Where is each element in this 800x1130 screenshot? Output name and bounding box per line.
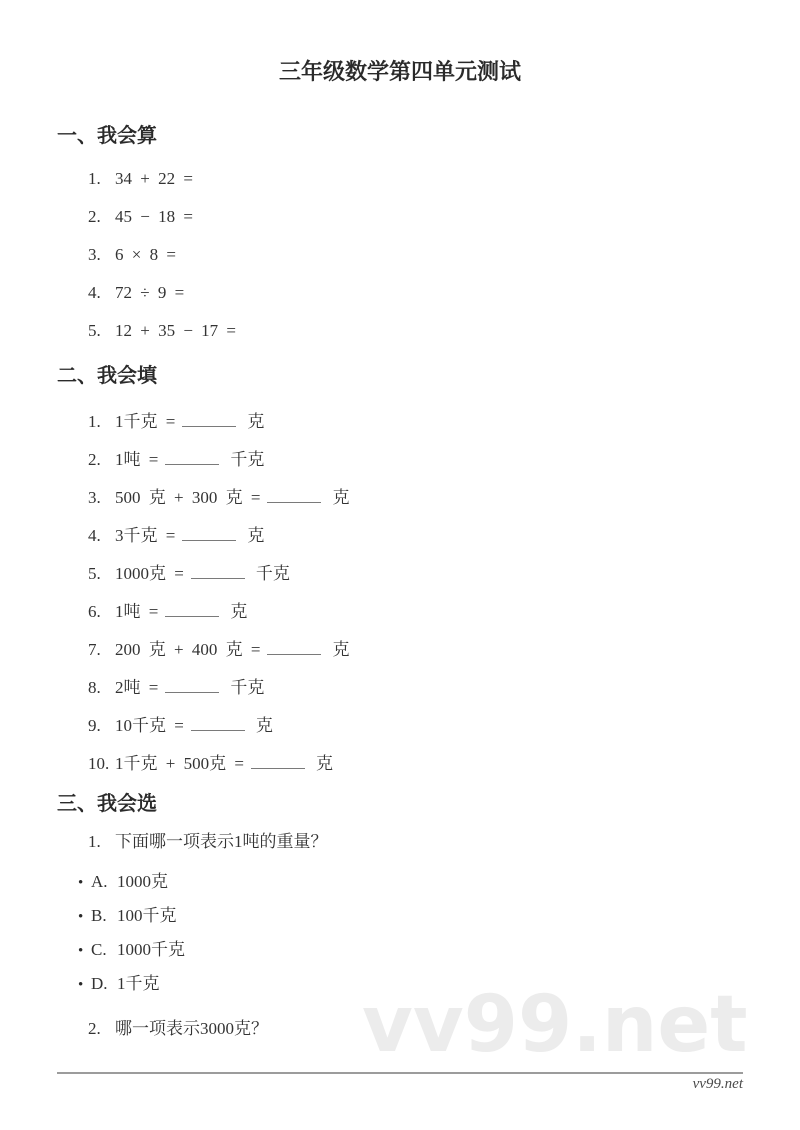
bullet-icon: • <box>78 909 84 925</box>
bullet-icon: • <box>78 943 84 959</box>
answer-blank <box>165 614 219 617</box>
section-calculate <box>57 125 743 340</box>
answer-blank <box>191 728 245 731</box>
fill-item <box>88 641 743 659</box>
unit-label: 克 <box>230 602 248 621</box>
answer-blank <box>182 424 236 427</box>
answer-blank <box>182 538 236 541</box>
unit-label: 克 <box>332 488 350 507</box>
question-number: 2. <box>88 1019 101 1038</box>
item-text <box>115 527 264 545</box>
unit-label: 千克 <box>230 678 265 697</box>
item-number: 4. <box>88 283 101 302</box>
option-label: D. <box>91 974 108 993</box>
item-number: 3. <box>88 488 101 507</box>
answer-blank <box>267 652 321 655</box>
problem-item <box>88 322 743 340</box>
option-item <box>78 941 743 960</box>
item-expression: 12 + 35 − 17 = <box>115 321 237 340</box>
question-text: 哪一项表示3000克？ <box>115 1019 268 1038</box>
item-expression: 1千克 = <box>115 412 176 431</box>
question-number: 1. <box>88 832 101 851</box>
question <box>88 1020 743 1038</box>
fill-item <box>88 451 743 469</box>
unit-label: 克 <box>255 716 273 735</box>
item-number: 9. <box>88 716 101 735</box>
item-expression: 45 − 18 = <box>115 207 193 226</box>
item-expression: 6 × 8 = <box>115 245 176 264</box>
answer-blank <box>165 690 219 693</box>
unit-label: 千克 <box>230 450 265 469</box>
item-expression: 1吨 = <box>115 450 159 469</box>
unit-label: 克 <box>247 412 265 431</box>
item-text <box>115 717 273 735</box>
problem-list <box>88 170 743 340</box>
footer-divider <box>57 1072 743 1074</box>
section-heading: 一、我会算 <box>57 125 157 147</box>
item-number: 8. <box>88 678 101 697</box>
item-number: 5. <box>88 321 101 340</box>
answer-blank <box>165 462 219 465</box>
item-expression: 2吨 = <box>115 678 159 697</box>
item-text <box>115 755 333 773</box>
item-text <box>115 489 349 507</box>
option-text: 1千克 <box>117 974 160 993</box>
section-heading: 三、我会选 <box>57 793 157 815</box>
footer-site-link[interactable]: vv99.net <box>692 1076 743 1092</box>
section-heading: 二、我会填 <box>57 365 157 387</box>
item-number: 6. <box>88 602 101 621</box>
item-expression: 1吨 = <box>115 602 159 621</box>
option-label: C. <box>91 940 107 959</box>
section-fill-in <box>57 365 743 773</box>
item-expression: 200 克 + 400 克 = <box>115 640 261 659</box>
item-text <box>115 565 290 583</box>
item-number: 1. <box>88 169 101 188</box>
section-choice <box>57 793 743 1038</box>
question-text: 下面哪一项表示1吨的重量？ <box>115 832 328 851</box>
fill-item <box>88 679 743 697</box>
answer-blank <box>251 766 305 769</box>
option-text: 1000千克 <box>117 940 185 959</box>
problem-item <box>88 246 743 264</box>
page-title: 三年级数学第四单元测试 <box>278 59 521 84</box>
item-number: 2. <box>88 450 101 469</box>
option-text: 1000克 <box>117 872 168 891</box>
problem-item <box>88 170 743 188</box>
fill-item <box>88 413 743 431</box>
answer-blank <box>267 500 321 503</box>
item-number: 3. <box>88 245 101 264</box>
answer-blank <box>191 576 245 579</box>
fill-item <box>88 489 743 507</box>
bullet-icon: • <box>78 875 84 891</box>
item-text <box>115 679 264 697</box>
option-label: B. <box>91 906 107 925</box>
unit-label: 克 <box>332 640 350 659</box>
item-number: 5. <box>88 564 101 583</box>
question <box>88 833 743 851</box>
item-number: 4. <box>88 526 101 545</box>
item-expression: 10千克 = <box>115 716 184 735</box>
fill-item <box>88 603 743 621</box>
item-expression: 1千克 + 500克 = <box>115 754 244 773</box>
page-footer <box>57 1072 743 1093</box>
option-item <box>78 975 743 994</box>
unit-label: 千克 <box>255 564 290 583</box>
fill-item <box>88 565 743 583</box>
problem-item <box>88 208 743 226</box>
fill-item <box>88 755 743 773</box>
fill-item <box>88 717 743 735</box>
item-expression: 3千克 = <box>115 526 176 545</box>
item-expression: 34 + 22 = <box>115 169 193 188</box>
fill-item <box>88 527 743 545</box>
item-number: 10. <box>88 754 110 773</box>
option-text: 100千克 <box>117 906 177 925</box>
item-expression: 1000克 = <box>115 564 184 583</box>
item-number: 2. <box>88 207 101 226</box>
fill-list <box>88 413 743 773</box>
item-text <box>115 451 264 469</box>
item-expression: 72 ÷ 9 = <box>115 283 185 302</box>
option-item <box>78 907 743 926</box>
item-number: 1. <box>88 412 101 431</box>
unit-label: 克 <box>315 754 333 773</box>
item-text <box>115 603 247 621</box>
item-expression: 500 克 + 300 克 = <box>115 488 261 507</box>
option-item <box>78 873 743 892</box>
option-label: A. <box>91 872 108 891</box>
bullet-icon: • <box>78 977 84 993</box>
item-number: 7. <box>88 640 101 659</box>
problem-item <box>88 284 743 302</box>
item-text <box>115 641 349 659</box>
item-text <box>115 413 264 431</box>
watermark-text: vv99.net <box>362 980 748 1070</box>
option-list <box>78 873 743 994</box>
unit-label: 克 <box>247 526 265 545</box>
